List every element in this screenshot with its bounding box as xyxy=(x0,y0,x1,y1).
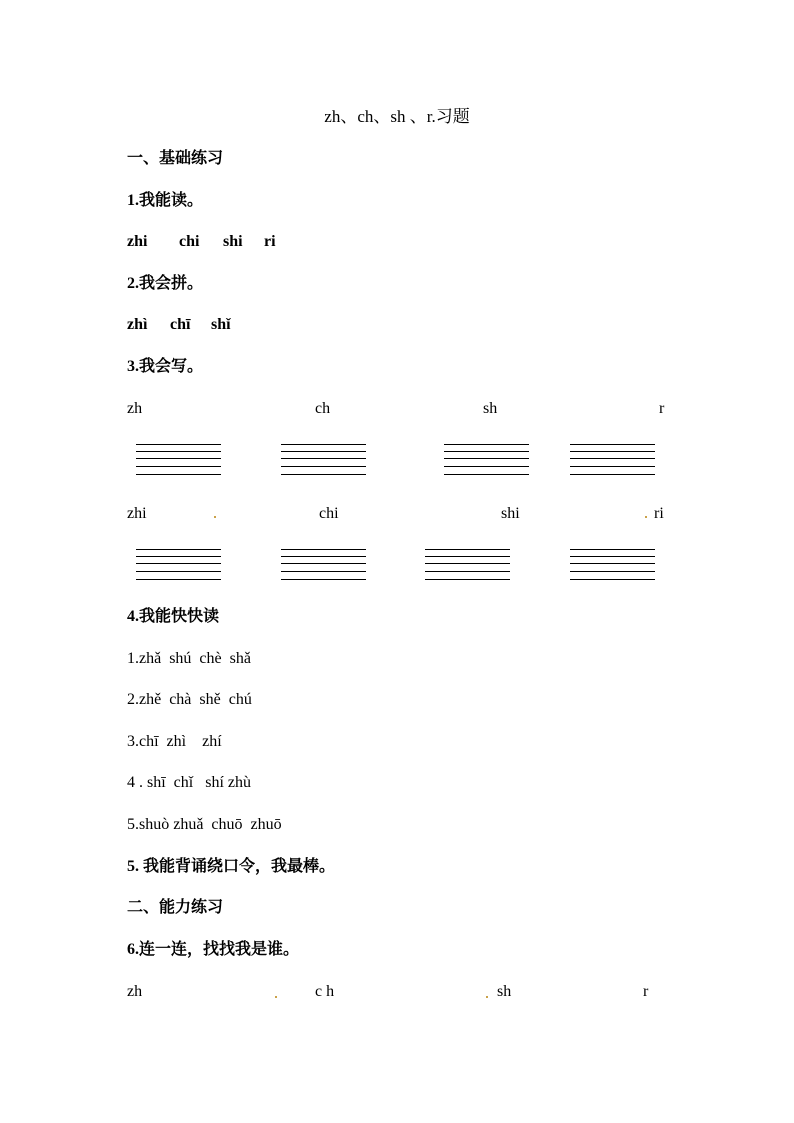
writing-lines[interactable] xyxy=(570,444,655,476)
q1-syllable: shi xyxy=(223,233,243,250)
q3-syllable: zhi xyxy=(127,505,147,522)
q4-line: 2.zhě chà shě chú xyxy=(127,691,252,708)
q3-syllable: shi xyxy=(501,505,520,522)
q2-syllable: chī xyxy=(170,316,191,333)
q5-heading: 5. 我能背诵绕口令，我最棒。 xyxy=(127,858,336,875)
section-basic-heading: 一、基础练习 xyxy=(127,150,224,167)
writing-lines[interactable] xyxy=(281,444,366,476)
q1-syllable: zhi xyxy=(127,233,148,250)
q3-heading: 3.我会写。 xyxy=(127,358,204,375)
speck-mark xyxy=(214,516,216,518)
speck-mark xyxy=(645,516,647,518)
writing-lines[interactable] xyxy=(570,549,655,581)
speck-mark xyxy=(486,996,488,998)
q3-letter: sh xyxy=(483,400,498,417)
writing-lines[interactable] xyxy=(444,444,529,476)
q6-item[interactable]: c h xyxy=(315,983,335,1000)
q3-letter: ch xyxy=(315,400,331,417)
writing-lines[interactable] xyxy=(281,549,366,581)
q4-line: 1.zhǎ shú chè shǎ xyxy=(127,650,251,667)
q4-heading: 4.我能快快读 xyxy=(127,608,220,625)
q3-syllable: chi xyxy=(319,505,339,522)
q2-syllable: shǐ xyxy=(211,316,231,333)
writing-lines[interactable] xyxy=(425,549,510,581)
q2-heading: 2.我会拼。 xyxy=(127,275,204,292)
writing-lines[interactable] xyxy=(136,549,221,581)
q1-syllable: chi xyxy=(179,233,200,250)
section-ability-heading: 二、能力练习 xyxy=(127,899,224,916)
q4-line: 5.shuò zhuǎ chuō zhuō xyxy=(127,816,282,833)
writing-lines[interactable] xyxy=(136,444,221,476)
q6-item[interactable]: zh xyxy=(127,983,143,1000)
page-title: zh、ch、sh 、r.习题 xyxy=(324,107,470,126)
q1-heading: 1.我能读。 xyxy=(127,192,204,209)
q4-line: 3.chī zhì zhí xyxy=(127,733,222,750)
q6-item[interactable]: r xyxy=(643,983,649,1000)
speck-mark xyxy=(275,996,277,998)
q2-syllable: zhì xyxy=(127,316,148,333)
q6-item[interactable]: sh xyxy=(497,983,512,1000)
q3-letter: r xyxy=(659,400,665,417)
q1-syllable: ri xyxy=(264,233,276,250)
q6-heading: 6.连一连，找找我是谁。 xyxy=(127,941,300,958)
q4-line: 4 . shī chǐ shí zhù xyxy=(127,774,251,791)
q3-letter: zh xyxy=(127,400,143,417)
q3-syllable: ri xyxy=(654,505,664,522)
